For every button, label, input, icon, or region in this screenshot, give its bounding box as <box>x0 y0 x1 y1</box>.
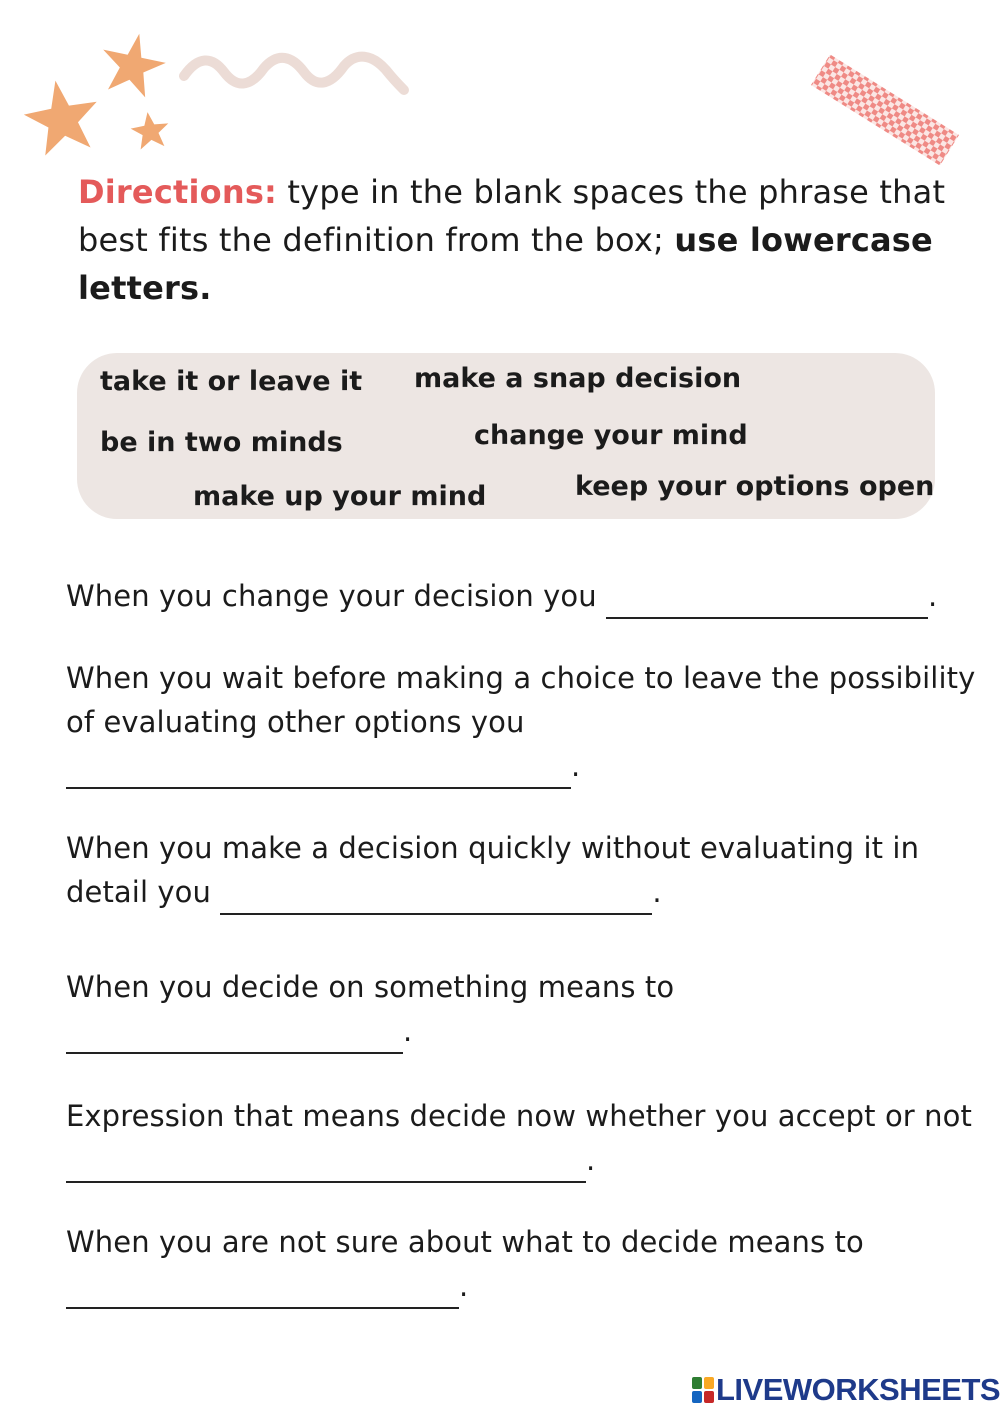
answer-field-4[interactable] <box>66 1022 403 1054</box>
checkered-tape-decoration <box>805 55 965 165</box>
question-6-end: . <box>459 1269 469 1303</box>
directions-emphasis: use lowercase letters. <box>78 221 933 307</box>
squiggle-decoration <box>178 50 413 100</box>
question-3-end: . <box>652 875 662 909</box>
phrase-take-it-or-leave-it[interactable]: take it or leave it <box>100 366 363 397</box>
question-1-end: . <box>928 579 938 613</box>
answer-field-3[interactable] <box>220 883 652 915</box>
question-1-text: When you change your decision you <box>66 579 607 613</box>
phrase-keep-your-options-open[interactable]: keep your options open <box>575 471 935 502</box>
question-6 <box>66 1220 976 1309</box>
question-1 <box>66 574 976 619</box>
answer-field-6[interactable] <box>66 1277 459 1309</box>
question-5-end: . <box>586 1143 596 1177</box>
answer-field-2[interactable] <box>66 757 571 789</box>
question-4-text: When you decide on something means to <box>66 970 675 1004</box>
question-5 <box>66 1094 976 1183</box>
question-4 <box>66 965 976 1054</box>
directions-body: type in the blank spaces the phrase that best fits the definition from the box; <box>78 173 946 259</box>
large-star-icon <box>20 74 104 158</box>
phrase-make-a-snap-decision[interactable]: make a snap decision <box>414 363 742 394</box>
question-3 <box>66 826 976 915</box>
question-5-text: Expression that means decide now whether you accept or not <box>66 1099 972 1133</box>
stars-decoration <box>20 30 180 170</box>
directions-text <box>78 168 958 312</box>
question-6-text: When you are not sure about what to decide means to <box>66 1225 864 1259</box>
phrase-change-your-mind[interactable]: change your mind <box>474 420 748 451</box>
question-2-text: When you wait before making a choice to leave the possibility of evaluating other options you <box>66 661 976 739</box>
directions-label: Directions: <box>78 173 278 211</box>
phrase-make-up-your-mind[interactable]: make up your mind <box>193 481 487 512</box>
question-2 <box>66 656 976 789</box>
liveworksheets-logo <box>692 1372 1000 1408</box>
word-bank-box <box>77 353 935 519</box>
answer-field-5[interactable] <box>66 1151 586 1183</box>
logo-text: LIVEWORKSHEETS <box>716 1372 1000 1407</box>
question-2-end: . <box>571 749 581 783</box>
phrase-be-in-two-minds[interactable]: be in two minds <box>100 427 343 458</box>
small-star-icon <box>129 110 172 151</box>
answer-field-1[interactable] <box>606 587 928 619</box>
question-3-text: When you make a decision quickly without evaluating it in detail you <box>66 831 920 909</box>
question-4-end: . <box>403 1014 413 1048</box>
medium-star-icon <box>95 30 170 100</box>
logo-icon <box>692 1377 714 1403</box>
